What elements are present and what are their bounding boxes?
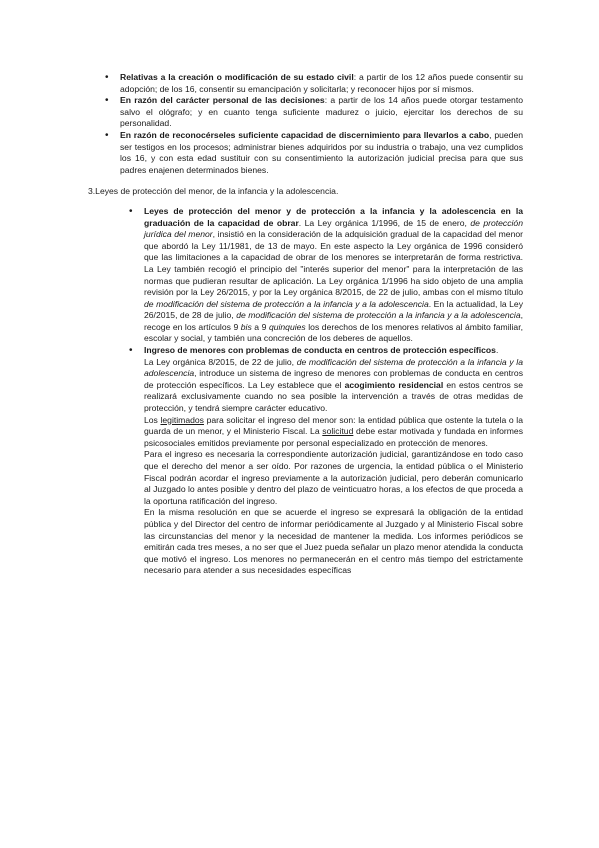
italic-run: de modificación del sistema de protección a la infancia y a la adolescencia [236, 310, 521, 321]
item-text: : a partir de los 14 años puede otorgar testamento salvo el ológrafo; y en cuanto tenga suficiente madurez o juicio, ejercitar los derechos de su personalidad. [120, 95, 523, 129]
item-title: Relativas a la creación o modificación de su estado civil [120, 72, 354, 82]
text-run: los derechos de los menores relativos al ámbito familiar, escolar y social, y también una concreción de los deberes de aquellos. [144, 321, 523, 344]
document-body [88, 72, 523, 577]
text-run: , insistió en la consideración de la adquisición gradual de la capacidad del menor que abordó la Ley 11/1981, de 13 de mayo. En este aspecto la Ley orgánica de 1996 consideró que las limitaciones a la capacidad de obrar de los menores se interpretarán de forma restrictiva. La Ley también recogió el principio del "interés superior del menor" para la interpretación de las normas que pudieran resultar de aplicación. La Ley orgánica 1/1996 ha sido objeto de una amplia revisión por la Ley 26/2015, y por la Ley orgánica 8/2015, de 22 de julio, ambas con el mismo título [144, 229, 524, 298]
text-run: , recoge en los artículos 9 [144, 310, 524, 332]
text-run: , introduce un sistema de ingreso de menores con problemas de conducta en centros de protección específicos. La Ley establece que el [144, 368, 523, 390]
text-run: en estos centros se realizará exclusivamente cuando no sea posible la intervención a través de otras medidas de protección, y tendrá siempre carácter educativo. [144, 379, 523, 414]
text-run: debe estar motivada y fundada en informes psicosociales emitidos previamente por personal especializado en protección de menores. [144, 426, 523, 448]
item-text: , pueden ser testigos en los procesos; administrar bienes adquiridos por su industria o trabajo, una vez cumplidos los 16, y con esta edad sustituir con su consentimiento la autorización judicial precisa para que sus padres enajenen determinados bienes. [120, 129, 524, 175]
bold-run: acogimiento residencial [344, 379, 444, 390]
capacity-list [88, 72, 523, 176]
paragraph: En la misma resolución en que se acuerde el ingreso se expresará la obligación de la entidad pública y del Director del centro de informar periódicamente al Juzgado y al Ministerio Fiscal sobre las circunstancias del menor y la necesidad de mantener la medida. Los informes periódicos se emitirán cada tres meses, a no ser que el Juez pueda señalar un plazo menor atendida la conducta que motivó el ingreso. Los menores no permanecerán en el centro más tiempo del estrictamente necesario para atender a sus necesidades específicas [144, 507, 523, 576]
text-run: . En la actualidad, la Ley 26/2015, de 28 de julio, [144, 298, 523, 321]
italic-run: de modificación del sistema de protección a la infancia y la adolescencia [144, 356, 523, 379]
list-item-civil-status [120, 72, 523, 95]
text-run: para solicitar el ingreso del menor son: la entidad pública que ostente la tutela o la guarda de un menor, y el Ministerio Fiscal. La [144, 414, 523, 437]
list-item-protection-laws [144, 206, 523, 345]
italic-run: de protección jurídica del menor [144, 217, 523, 240]
italic-run: bis [240, 321, 252, 332]
item-text: : a partir de los 12 años puede consentir su adopción; de los 16, consentir su emancipación y solicitarla; y reconocer hijos por sí mismos. [120, 72, 523, 94]
list-item-personal-decisions [120, 95, 523, 130]
text-run: . La Ley orgánica 1/1996, de 15 de enero, [298, 217, 471, 228]
item-title: En razón del carácter personal de las decisiones [120, 95, 325, 106]
list-item-conduct-centers [144, 345, 523, 577]
item-title: En razón de reconocérseles suficiente capacidad de discernimiento para llevarlos a cabo [120, 129, 490, 140]
text-run: La Ley orgánica 8/2015, de 22 de julio, [144, 356, 297, 367]
text-run: . [495, 345, 499, 356]
italic-run: de modificación del sistema de protección a la infancia y a la adolescencia [144, 298, 429, 309]
paragraph [144, 357, 523, 415]
item-title: Leyes de protección del menor y de protección a la infancia y la adolescencia en la graduación de la capacidad de obrar [144, 205, 523, 228]
item-heading-line [144, 345, 523, 357]
text-run: Los [144, 414, 161, 425]
section-heading: 3.Leyes de protección del menor, de la infancia y la adolescencia. [88, 186, 339, 197]
underlined-run: solicitud [322, 426, 354, 437]
list-item-discernment [120, 130, 523, 176]
item-title: Ingreso de menores con problemas de conducta en centros de protección específicos [144, 345, 496, 356]
italic-run: quinquies [268, 321, 306, 332]
paragraph: Para el ingreso es necesaria la correspondiente autorización judicial, garantizándose en todo caso que el derecho del menor a ser oído. Por razones de urgencia, la entidad pública o el Ministerio Fiscal podrán acordar el ingreso previamente a la autorización judicial, pero deberán comunicarlo al Juzgado lo antes posible y dentro del plazo de veinticuatro horas, a los efectos de que proceda a la oportuna ratificación del ingreso. [144, 449, 523, 506]
paragraph [144, 415, 523, 450]
text-run: a 9 [251, 321, 269, 332]
underlined-run: legitimados [160, 414, 204, 425]
protection-laws-list [88, 206, 523, 577]
